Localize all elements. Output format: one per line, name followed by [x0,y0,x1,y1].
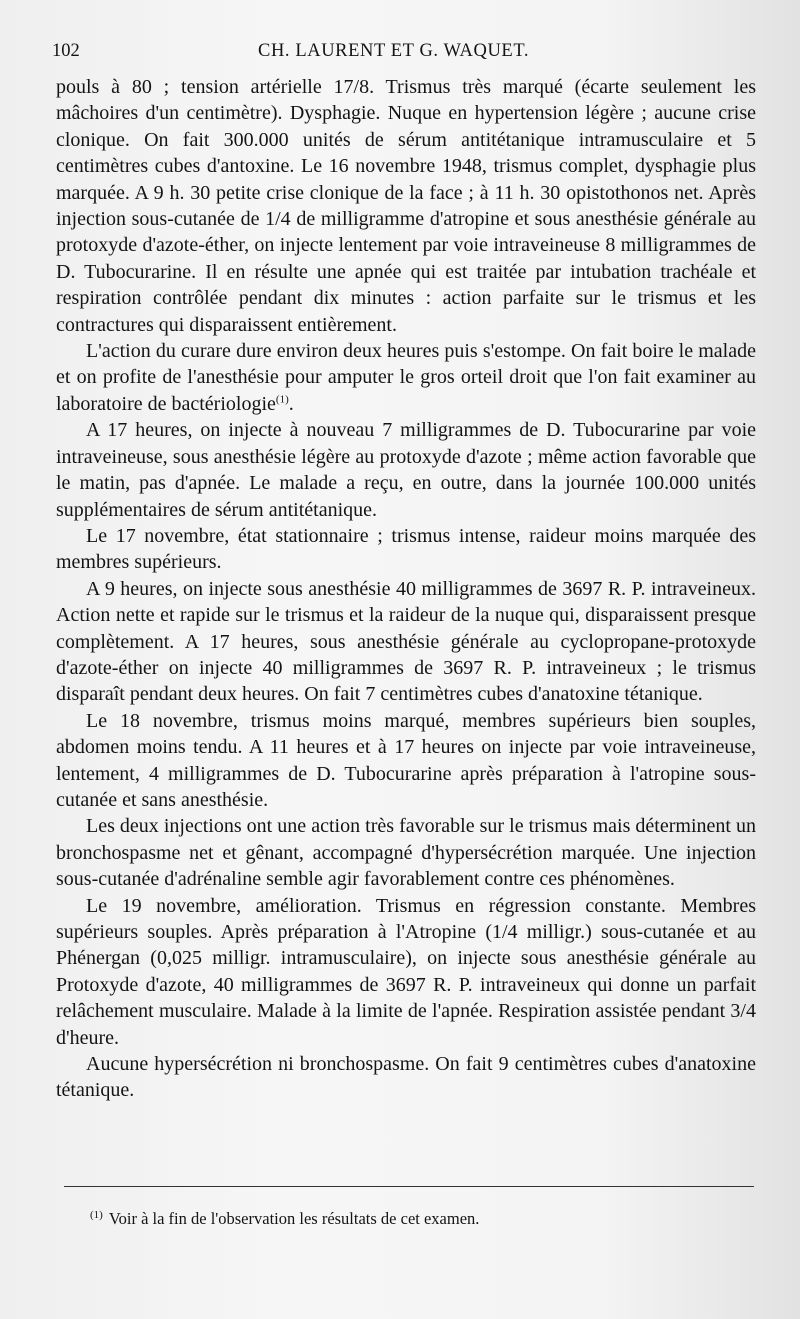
footnote-mark: (1) [90,1208,103,1221]
paragraph-5: A 9 heures, on injecte sous anesthésie 40 milligrammes de 3697 R. P. intraveineux. Action nette et rapide sur le trismus et la raideur de la nuque qui, disparaissent presque complètement. A 17 heures, sous anesthésie générale au cyclopropane-protoxyde d'azote-éther on injecte 40 milligrammes de 3697 R. P. intraveineux ; le trismus disparaît pendant deux heures. On fait 7 centimètres cubes d'anatoxine tétanique. [56,577,756,706]
body-text [56,74,756,1104]
paragraph-2-end: . [288,392,294,415]
footnote-divider [64,1186,754,1187]
paragraph-2-text: L'action du curare dure environ deux heures puis s'estompe. On fait boire le malade et on profite de l'anesthésie pour amputer le gros orteil droit que l'on fait examiner au laboratoire de bactériologie [56,340,756,415]
paragraph-7: Les deux injections ont une action très favorable sur le trismus mais déterminent un bronchospasme net et gênant, accompagné d'hypersécrétion marquée. Une injection sous-cutanée d'adrénaline semble agir favorablement contre ces phénomènes. [56,815,756,891]
footnote-reference: (1) [275,393,289,406]
paragraph-3: A 17 heures, on injecte à nouveau 7 milligrammes de D. Tubocurarine par voie intraveineuse, sous anesthésie légère au protoxyde d'azote ; même action favorable que le matin, pas d'apnée. Le malade a reçu, en outre, dans la journée 100.000 unités supplémentaires de sérum antitétanique. [56,419,756,521]
paragraph-6: Le 18 novembre, trismus moins marqué, membres supérieurs bien souples, abdomen moins tendu. A 11 heures et à 17 heures on injecte par voie intraveineuse, lentement, 4 milligrammes de D. Tubocurarine après préparation à l'atropine sous-cutanée et sans anesthésie. [56,709,756,811]
running-title: CH. LAURENT ET G. WAQUET. [258,41,530,61]
page-number: 102 [52,41,80,61]
paragraph-9: Aucune hypersécrétion ni bronchospasme. On fait 9 centimètres cubes d'anatoxine tétanique. [56,1053,756,1102]
running-header [52,38,752,64]
footnote [90,1208,750,1230]
footnote-text: Voir à la fin de l'observation les résultats de cet examen. [108,1209,480,1228]
paragraph-8: Le 19 novembre, amélioration. Trismus en régression constante. Membres supérieurs souples. Après préparation à l'Atropine (1/4 milligr.) sous-cutanée et au Phénergan (0,025 milligr. intramusculaire), on injecte sous anesthésie générale au Protoxyde d'azote, 40 milligrammes de 3697 R. P. intraveineux qui donne un parfait relâchement musculaire. Malade à la limite de l'apnée. Respiration assistée pendant 3/4 d'heure. [56,894,756,1049]
paragraph-1: pouls à 80 ; tension artérielle 17/8. Trismus très marqué (écarte seulement les mâchoires d'un centimètre). Dysphagie. Nuque en hypertension légère ; aucune crise clonique. On fait 300.000 unités de sérum antitétanique intramusculaire et 5 centimètres cubes d'antoxine. Le 16 novembre 1948, trismus complet, dysphagie plus marquée. A 9 h. 30 petite crise clonique de la face ; à 11 h. 30 opistothonos net. Après injection sous-cutanée de 1/4 de milligramme d'atropine et sous anesthésie générale au protoxyde d'azote-éther, on injecte lentement par voie intraveineuse 8 milligrammes de D. Tubocurarine. Il en résulte une apnée qui est traitée par intubation trachéale et respiration contrôlée pendant dix minutes : action parfaite sur le trismus et les contractures qui disparaissent entièrement. [56,76,756,336]
paragraph-2 [56,338,756,417]
paragraph-4: Le 17 novembre, état stationnaire ; trismus intense, raideur moins marquée des membres supérieurs. [56,524,756,574]
